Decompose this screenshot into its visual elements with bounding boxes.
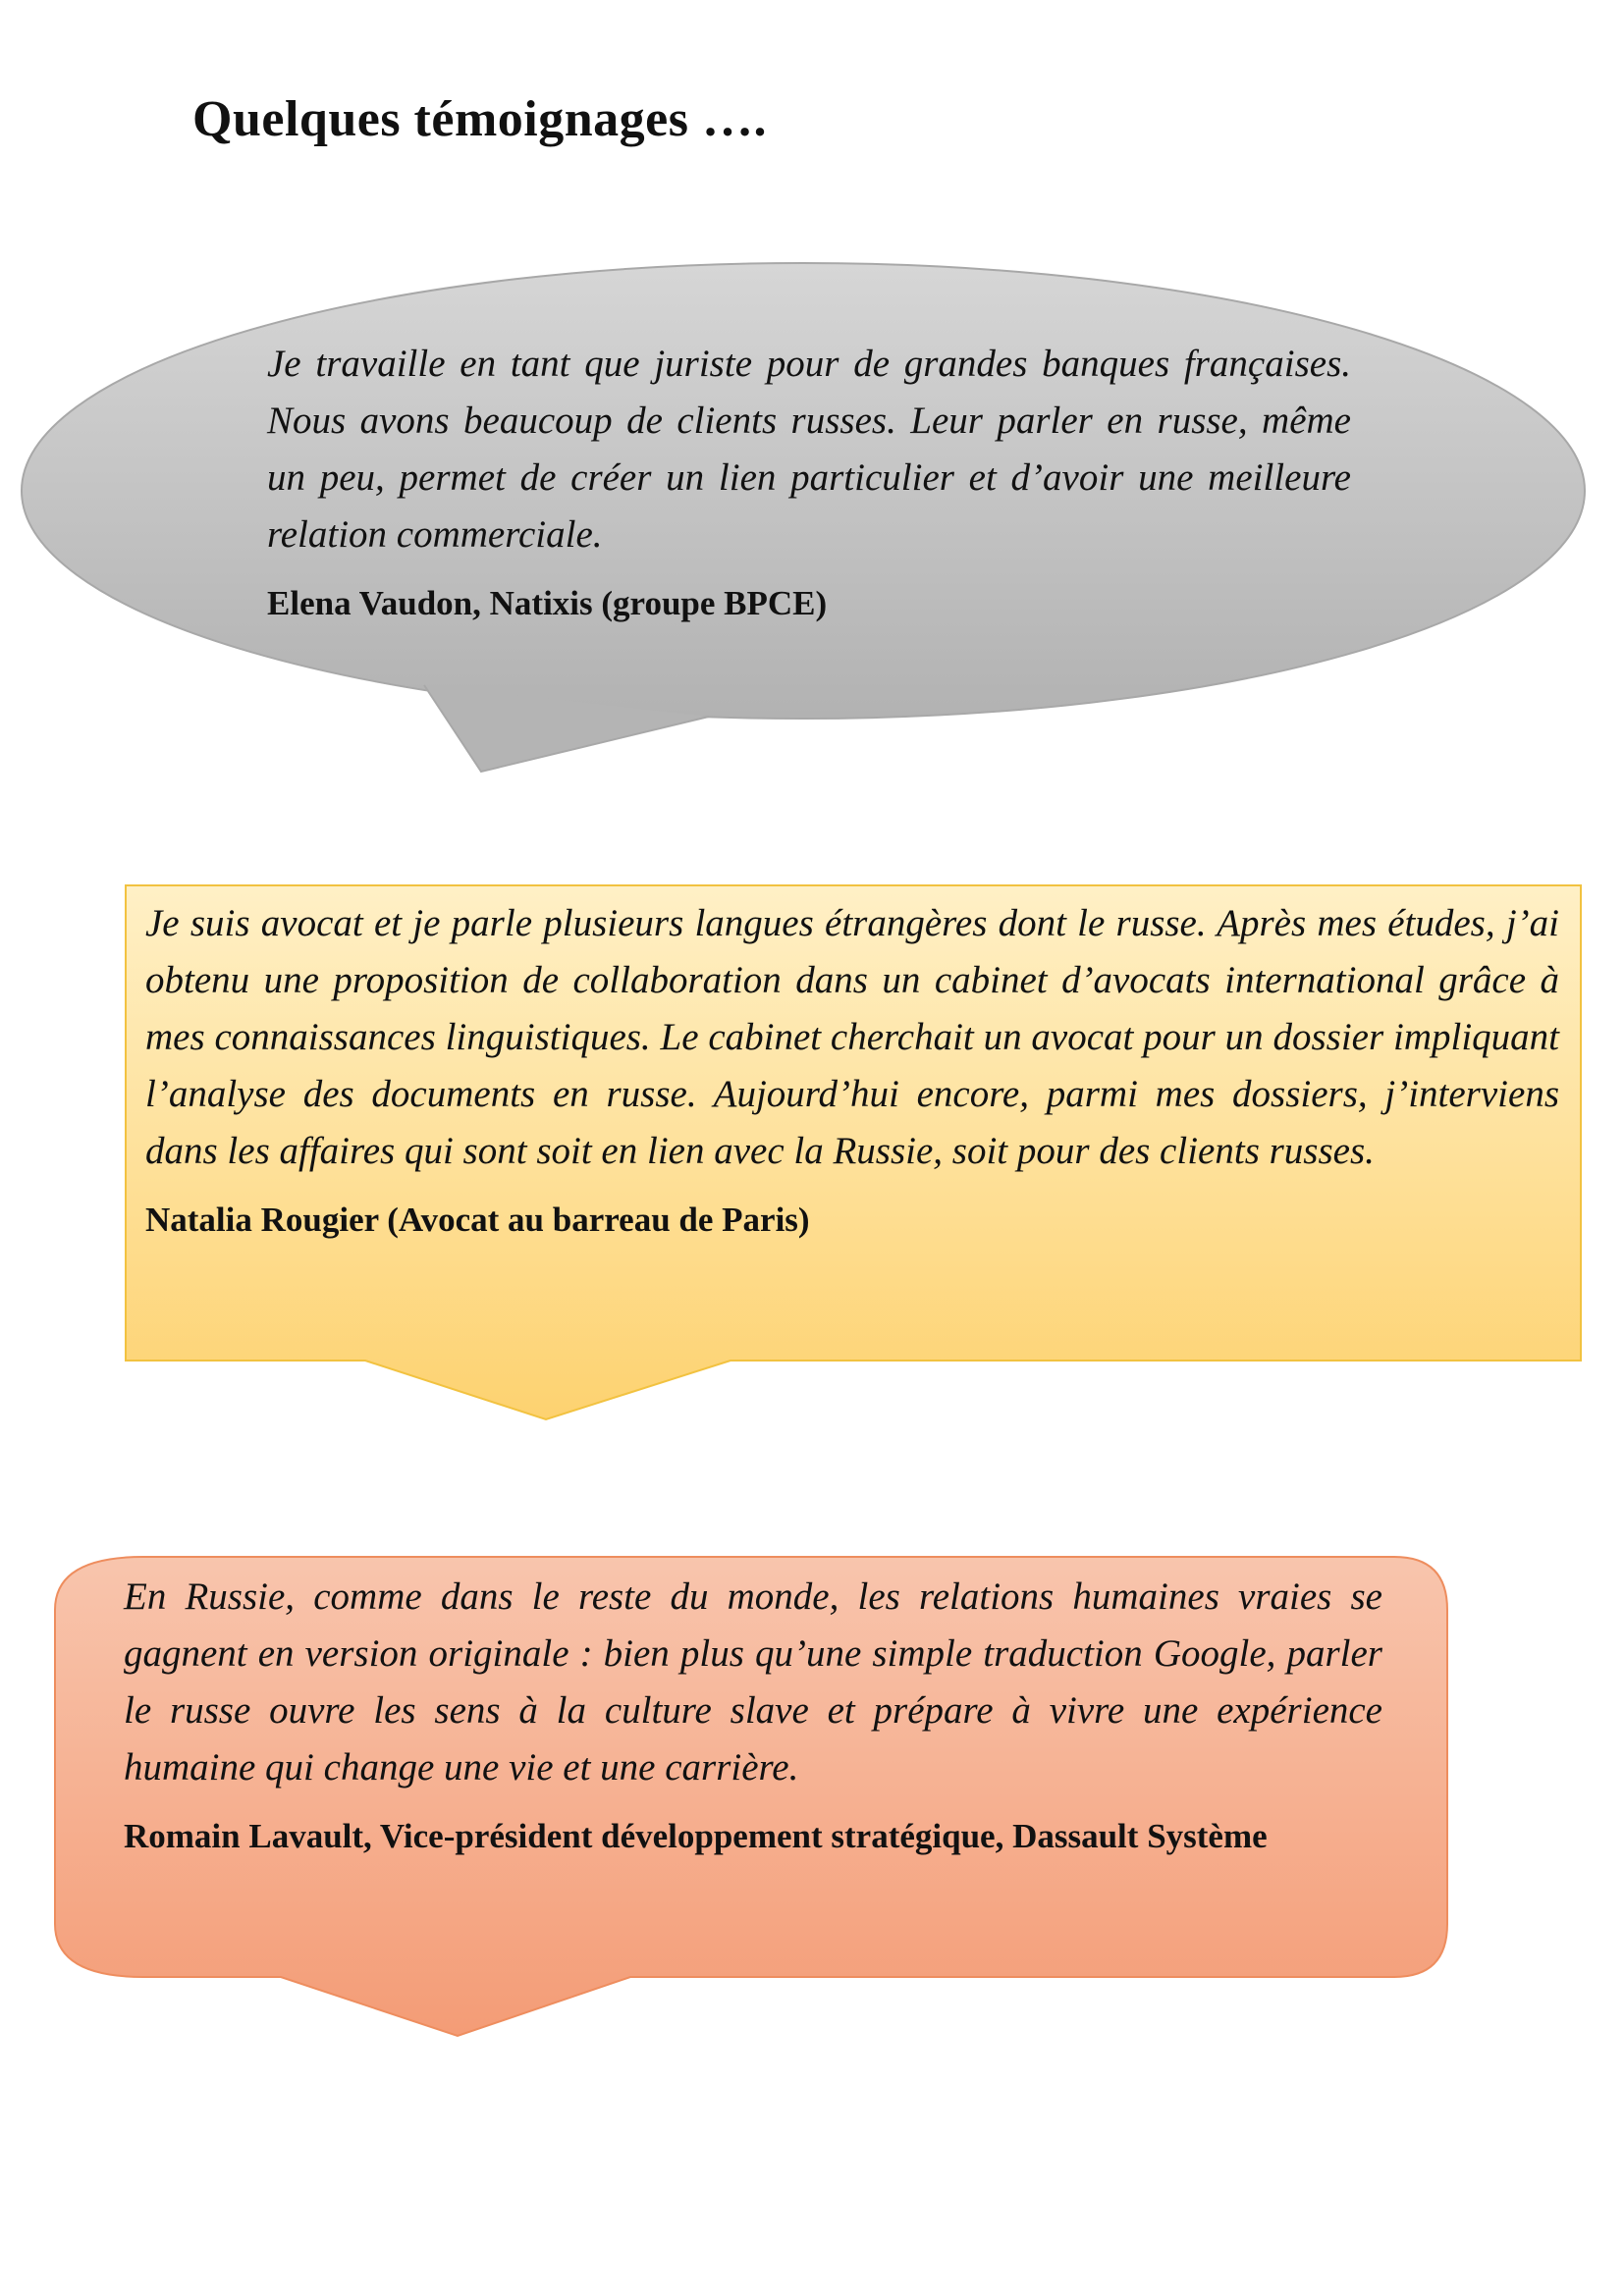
testimonial-2 (145, 895, 1559, 1243)
testimonial-3 (124, 1569, 1382, 1859)
testimonial-quote: En Russie, comme dans le reste du monde, les relations humaines vraies se gagnent en version originale : bien plus qu’une simple traduction Google, parler le russe ouvre les sens à la culture slave et prépare à vivre une expérience humaine qui change une vie et une carrière. (124, 1575, 1382, 1789)
testimonial-quote: Je travaille en tant que juriste pour de grandes banques françaises. Nous avons beaucoup de clients russes. Leur parler en russe, même un peu, permet de créer un lien particulier et d’avoir une meilleure relation commerciale. (267, 343, 1351, 556)
page-title: Quelques témoignages …. (192, 91, 767, 147)
testimonial-author: Elena Vaudon, Natixis (groupe BPCE) (267, 584, 828, 622)
testimonial-author: Natalia Rougier (Avocat au barreau de Paris) (145, 1201, 810, 1239)
testimonial-1 (267, 336, 1351, 626)
testimonial-quote: Je suis avocat et je parle plusieurs langues étrangères dont le russe. Après mes études, j’ai obtenu une proposition de collaboration dans un cabinet d’avocats international grâce à mes connaissances linguistiques. Le cabinet cherchait un avocat pour un dossier impliquant l’analyse des documents en russe. Aujourd’hui encore, parmi mes dossiers, j’interviens dans les affaires qui sont soit en lien avec la Russie, soit pour des clients russes. (145, 902, 1559, 1172)
testimonial-author: Romain Lavault, Vice-président développement stratégique, Dassault Système (124, 1817, 1268, 1855)
